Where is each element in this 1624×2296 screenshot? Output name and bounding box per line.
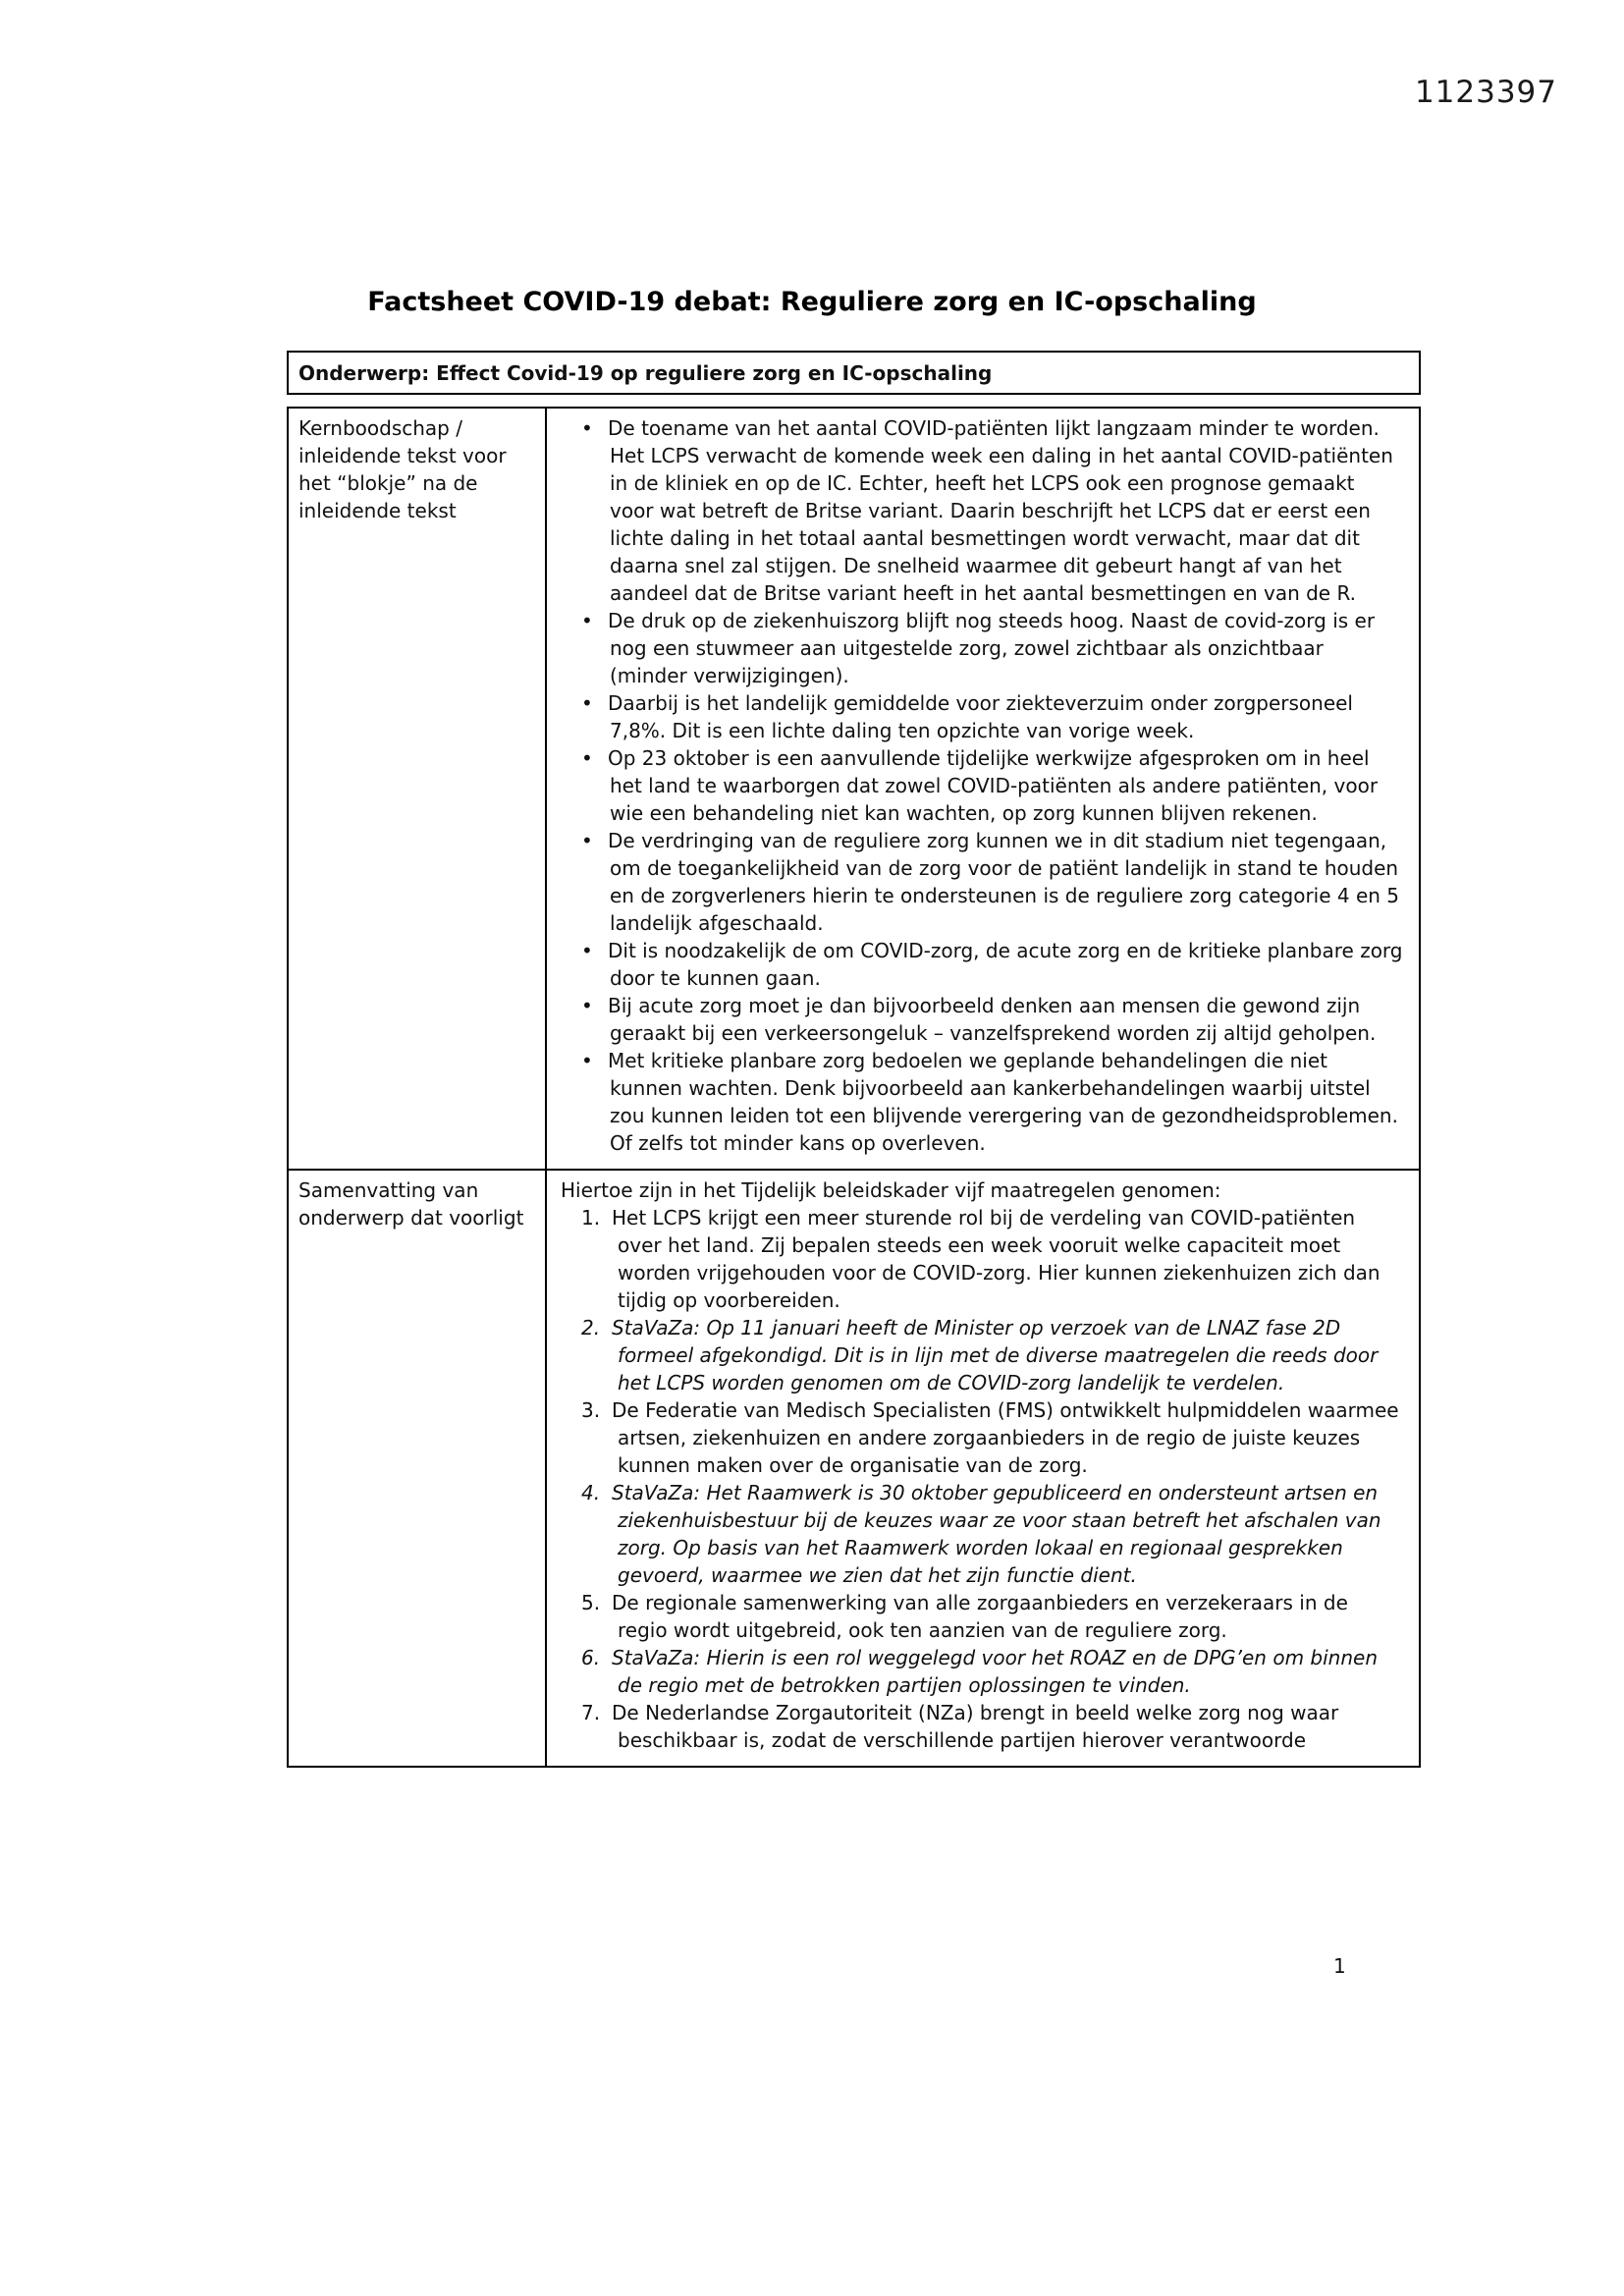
item-text: StaVaZa: Het Raamwerk is 30 oktober gepubliceerd en ondersteunt artsen en ziekenhuisbestuur bij de keuzes waar ze voor staan betreft het afschalen van zorg. Op basis van het Raamwerk worden lokaal en regionaal gesprekken gevoerd, waarmee we zien dat het zijn functie dient.	[612, 1481, 1381, 1587]
bullet-item	[561, 744, 1403, 827]
bullet-text: Daarbij is het landelijk gemiddelde voor ziekteverzuim onder zorgpersoneel 7,8%. Dit is een lichte daling ten opzichte van vorige week.	[608, 691, 1353, 742]
table-row-kernboodschap	[289, 409, 1419, 1169]
item-number: 2.	[581, 1316, 601, 1339]
table-header-text: Onderwerp: Effect Covid-19 op reguliere zorg en IC-opschaling	[298, 361, 993, 385]
item-text: De Federatie van Medisch Specialisten (FMS) ontwikkelt hulpmiddelen waarmee artsen, ziekenhuizen en andere zorgaanbieders in de regio de juiste keuzes kunnen maken over de organisatie van de zorg.	[612, 1398, 1399, 1477]
item-text: StaVaZa: Op 11 januari heeft de Minister op verzoek van de LNAZ fase 2D formeel afgekondigd. Dit is in lijn met de diverse maatregelen die reeds door het LCPS worden genomen om de COVID-zorg landelijk te verdelen.	[612, 1316, 1379, 1394]
bullet-item	[561, 827, 1403, 937]
row-content	[547, 1171, 1419, 1766]
bullet-text: De druk op de ziekenhuiszorg blijft nog steeds hoog. Naast de covid-zorg is er nog een stuwmeer aan uitgestelde zorg, zowel zichtbaar als onzichtbaar (minder verwijzigingen).	[608, 609, 1376, 687]
row-content	[547, 409, 1419, 1169]
row-label: Kernboodschap / inleidende tekst voor het “blokje” na de inleidende tekst	[289, 409, 547, 1169]
numbered-item	[561, 1644, 1403, 1699]
bullet-item	[561, 689, 1403, 744]
bullet-item	[561, 607, 1403, 689]
page-number: 1	[1333, 1954, 1346, 1978]
document-id-number: 1123397	[1414, 75, 1557, 110]
bullet-text: Bij acute zorg moet je dan bijvoorbeeld denken aan mensen die gewond zijn geraakt bij een verkeersongeluk – vanzelfsprekend worden zij altijd geholpen.	[608, 994, 1377, 1045]
bullet-icon: •	[581, 994, 593, 1017]
bullet-item	[561, 937, 1403, 992]
numbered-item	[561, 1479, 1403, 1589]
bullet-icon: •	[581, 939, 593, 962]
table-body	[287, 407, 1421, 1768]
bullet-text: Op 23 oktober is een aanvullende tijdelijke werkwijze afgesproken om in heel het land te waarborgen dat zowel COVID-patiënten als andere patiënten, voor wie een behandeling niet kan wachten, op zorg kunnen blijven rekenen.	[608, 746, 1379, 825]
numbered-item	[561, 1699, 1403, 1754]
item-text: Het LCPS krijgt een meer sturende rol bij de verdeling van COVID-patiënten over het land. Zij bepalen steeds een week vooruit welke capaciteit moet worden vrijgehouden voor de COVID-zorg. Hier kunnen ziekenhuizen zich dan tijdig op voorbereiden.	[612, 1206, 1380, 1312]
bullet-text: De toename van het aantal COVID-patiënten lijkt langzaam minder te worden. Het LCPS verwacht de komende week een daling in het aantal COVID-patiënten in de kliniek en op de IC. Echter, heeft het LCPS ook een prognose gemaakt voor wat betreft de Britse variant. Daarin beschrijft het LCPS dat er eerst een lichte daling in het totaal aantal besmettingen wordt verwacht, maar dat dit daarna snel zal stijgen. De snelheid waarmee dit gebeurt hangt af van het aandeel dat de Britse variant heeft in het aantal besmettingen en van de R.	[608, 416, 1393, 605]
measures-intro: Hiertoe zijn in het Tijdelijk beleidskader vijf maatregelen genomen:	[561, 1178, 1221, 1202]
row-label: Samenvatting van onderwerp dat voorligt	[289, 1171, 547, 1766]
item-number: 1.	[581, 1206, 601, 1230]
item-text: De regionale samenwerking van alle zorgaanbieders en verzekeraars in de regio wordt uitgebreid, ook ten aanzien van de reguliere zorg.	[612, 1591, 1348, 1642]
numbered-item	[561, 1314, 1403, 1396]
bullet-icon: •	[581, 609, 593, 632]
bullet-icon: •	[581, 746, 593, 770]
bullet-item	[561, 1047, 1403, 1157]
table-header-row	[287, 351, 1421, 395]
item-text: StaVaZa: Hierin is een rol weggelegd voor het ROAZ en de DPG’en om binnen de regio met de betrokken partijen oplossingen te vinden.	[612, 1646, 1378, 1697]
numbered-item	[561, 1589, 1403, 1644]
bullet-icon: •	[581, 416, 593, 440]
item-text: De Nederlandse Zorgautoriteit (NZa) brengt in beeld welke zorg nog waar beschikbaar is, zodat de verschillende partijen hierover verantwoorde	[612, 1701, 1339, 1752]
numbered-item	[561, 1396, 1403, 1479]
table-row-samenvatting	[289, 1169, 1419, 1766]
bullet-text: Dit is noodzakelijk de om COVID-zorg, de acute zorg en de kritieke planbare zorg door te kunnen gaan.	[608, 939, 1403, 990]
item-number: 4.	[581, 1481, 601, 1504]
bullet-item	[561, 992, 1403, 1047]
item-number: 5.	[581, 1591, 601, 1614]
item-number: 3.	[581, 1398, 601, 1422]
item-number: 7.	[581, 1701, 601, 1724]
numbered-item	[561, 1204, 1403, 1314]
bullet-icon: •	[581, 691, 593, 715]
bullet-text: Met kritieke planbare zorg bedoelen we geplande behandelingen die niet kunnen wachten. Denk bijvoorbeeld aan kankerbehandelingen waarbij uitstel zou kunnen leiden tot een blijvende verergering van de gezondheidsproblemen. Of zelfs tot minder kans op overleven.	[608, 1049, 1398, 1155]
factsheet-table	[287, 351, 1421, 1768]
bullet-icon: •	[581, 829, 593, 852]
item-number: 6.	[581, 1646, 601, 1669]
bullet-item	[561, 414, 1403, 607]
page-title: Factsheet COVID-19 debat: Reguliere zorg en IC-opschaling	[367, 287, 1257, 317]
bullet-icon: •	[581, 1049, 593, 1072]
bullet-text: De verdringing van de reguliere zorg kunnen we in dit stadium niet tegengaan, om de toegankelijkheid van de zorg voor de patiënt landelijk in stand te houden en de zorgverleners hierin te ondersteunen is de reguliere zorg categorie 4 en 5 landelijk afgeschaald.	[608, 829, 1400, 935]
